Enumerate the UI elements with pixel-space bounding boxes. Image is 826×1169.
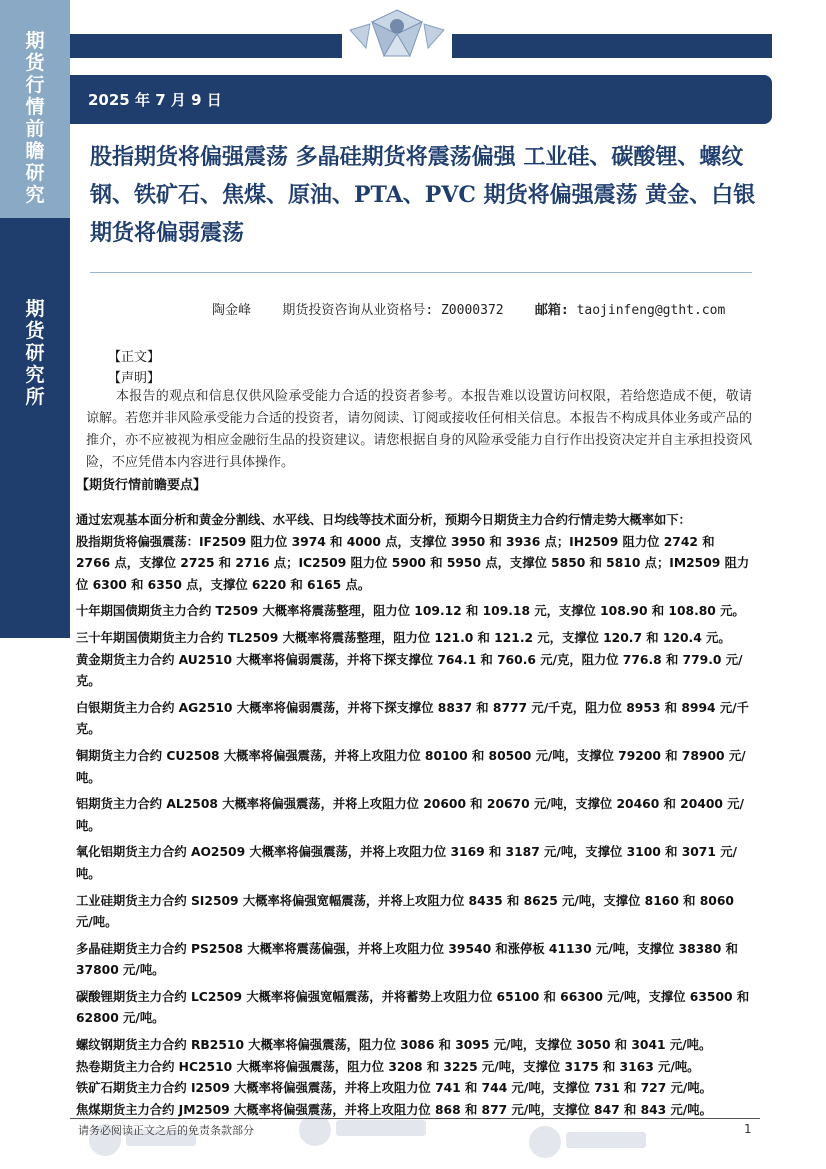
list-item: 碳酸锂期货主力合约 LC2509 大概率将偏强宽幅震荡，并将蓄势上攻阻力位 65100 和 66300 元/吨，支撑位 63500 和 62800 元/吨。: [76, 989, 750, 1026]
list-item: 股指期货将偏强震荡：IF2509 阻力位 3974 和 4000 点，支撑位 3950 和 3936 点；IH2509 阻力位 2742 和 2766 点，支撑位 2725 和 2716 点；IC2509 阻力位 5900 和 5950 点，支撑位 5850 和 5810 点；IM2509 阻力位 6300 和 6350 点，支撑位 6220 和 6165 点。: [76, 534, 750, 592]
list-item: 螺纹钢期货主力合约 RB2510 大概率将偏强震荡，阻力位 3086 和 3095 元/吨，支撑位 3050 和 3041 元/吨。: [76, 1038, 712, 1053]
list-item: 铜期货主力合约 CU2508 大概率将偏强震荡，并将上攻阻力位 80100 和 80500 元/吨，支撑位 79200 和 78900 元/吨。: [76, 748, 746, 785]
page-number: 1: [744, 1122, 752, 1136]
key-points-heading: 【期货行情前瞻要点】: [76, 478, 207, 493]
forecast-body: [76, 510, 752, 1121]
list-item: 三十年期国债期货主力合约 TL2509 大概率将震荡整理，阻力位 121.0 和 121.2 元，支撑位 120.7 和 120.4 元。: [76, 630, 731, 645]
author-email[interactable]: taojinfeng@gtht.com: [576, 303, 726, 318]
list-item: 多晶硅期货主力合约 PS2508 大概率将震荡偏强，并将上攻阻力位 39540 和涨停板 41130 元/吨，支撑位 38380 和 37800 元/吨。: [76, 941, 738, 978]
list-item: 工业硅期货主力合约 SI2509 大概率将偏强宽幅震荡，并将上攻阻力位 8435 和 8625 元/吨，支撑位 8160 和 8060 元/吨。: [76, 893, 734, 930]
list-item: 铝期货主力合约 AL2508 大概率将偏强震荡，并将上攻阻力位 20600 和 20670 元/吨，支撑位 20460 和 20400 元/吨。: [76, 797, 744, 833]
intro-paragraph: 通过宏观基本面分析和黄金分割线、水平线、日均线等技术面分析，预期今日期货主力合约行情走势大概率如下：: [76, 513, 691, 527]
list-item: 铁矿石期货主力合约 I2509 大概率将偏强震荡，并将上攻阻力位 741 和 744 元/吨，支撑位 731 和 727 元/吨。: [76, 1081, 712, 1096]
list-item: 黄金期货主力合约 AU2510 大概率将偏弱震荡，并将下探支撑位 764.1 和 760.6 元/克，阻力位 776.8 和 779.0 元/克。: [76, 652, 743, 689]
statement-section-tag: 【声明】: [108, 371, 161, 386]
email-label: 邮箱:: [534, 303, 569, 318]
qualification-number: Z0000372: [440, 303, 504, 318]
author-name: 陶金峰: [212, 303, 252, 318]
list-item: 白银期货主力合约 AG2510 大概率将偏弱震荡，并将下探支撑位 8837 和 8777 元/千克，阻力位 8953 和 8994 元/千克。: [76, 700, 749, 737]
report-title: 股指期货将偏强震荡 多晶硅期货将震荡偏强 工业硅、碳酸锂、螺纹钢、铁矿石、焦煤、原油、PTA、PVC 期货将偏强震荡 黄金、白银期货将偏弱震荡: [90, 144, 756, 246]
footer-divider: [70, 1118, 760, 1119]
sidebar-bottom-panel: [0, 218, 70, 638]
qualification-label: 期货投资咨询从业资格号:: [282, 303, 434, 318]
date-banner: [70, 75, 772, 124]
list-item: 氧化铝期货主力合约 AO2509 大概率将偏强震荡，并将上攻阻力位 3169 和 3187 元/吨，支撑位 3100 和 3071 元/吨。: [76, 845, 737, 881]
list-item: 焦煤期货主力合约 JM2509 大概率将偏强震荡，并将上攻阻力位 868 和 877 元/吨，支撑位 847 和 843 元/吨。: [76, 1102, 712, 1117]
list-item: 十年期国债期货主力合约 T2509 大概率将震荡整理，阻力位 109.12 和 109.18 元，支撑位 108.90 和 108.80 元。: [76, 604, 745, 619]
list-item: 热卷期货主力合约 HC2510 大概率将偏强震荡，阻力位 3208 和 3225 元/吨，支撑位 3175 和 3163 元/吨。: [76, 1059, 700, 1074]
report-date: 2025 年 7 月 9 日: [88, 91, 222, 109]
footer-note: 请务必阅读正文之后的免责条款部分: [78, 1124, 254, 1137]
author-line: [212, 299, 725, 318]
sidebar-bottom-label: 期 货 研 究 所: [25, 298, 45, 408]
main-section-tag: 【正文】: [108, 350, 161, 365]
title-divider: [90, 272, 752, 273]
disclaimer-text: 本报告的观点和信息仅供风险承受能力合适的投资者参考。本报告难以设置访问权限，若给您造成不便，敬请谅解。若您并非风险承受能力合适的投资者，请勿阅读、订阅或接收任何相关信息。本报告不构成具体业务或产品的推介，亦不应被视为相应金融衍生品的投资建议。请您根据自身的风险承受能力自行作出投资决定并自主承担投资风险，不应凭借本内容进行具体操作。: [86, 389, 752, 470]
diamond-logo-icon: [322, 4, 472, 66]
sidebar-top-label: 期 货 行 情 前 瞻 研 究: [25, 30, 45, 206]
